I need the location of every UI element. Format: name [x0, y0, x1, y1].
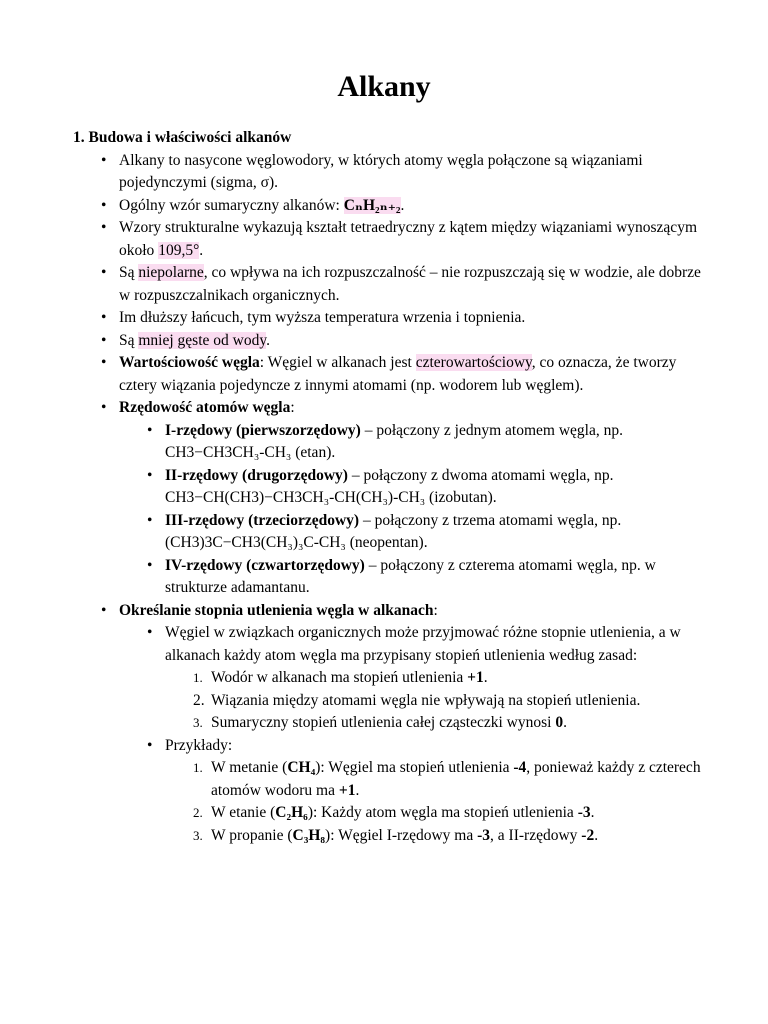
item-text: Są: [119, 264, 139, 281]
list-item: [165, 465, 713, 510]
item-text: .: [400, 196, 405, 214]
item-text: , co wpływa na ich rozpuszczalność – nie rozpuszczają się w wodzie, ale dobrze w rozpuszczalnikach organicznych.: [119, 264, 701, 304]
item-bold: Wartościowość węgla: [119, 354, 260, 371]
item-bold: IV-rzędowy (czwartorzędowy): [165, 556, 365, 574]
list-item: [193, 825, 713, 848]
list-number: 3.: [193, 827, 203, 843]
list-item: [119, 352, 713, 397]
list-item: [119, 195, 713, 218]
item-text: Wzory strukturalne wykazują kształt tetraedryczny z kątem między wiązaniami wynoszącym około: [119, 219, 697, 259]
carbon-order-list: [119, 420, 713, 600]
oxidation-list: [119, 622, 713, 847]
properties-list: [73, 150, 713, 848]
item-text: .: [355, 781, 360, 799]
nonpolar-highlight: niepolarne: [138, 264, 204, 281]
item-text: .: [594, 826, 599, 844]
section-budowa: [73, 127, 713, 847]
item-text: .: [266, 331, 270, 349]
list-number: 2.: [193, 691, 205, 709]
list-number: 1.: [193, 760, 203, 775]
list-item: [165, 622, 713, 735]
item-text: Ogólny wzór sumaryczny alkanów:: [119, 196, 344, 214]
item-text: Wodór w alkanach ma stopień utlenienia: [211, 669, 468, 686]
item-text: Są: [119, 331, 139, 349]
item-bold: -2: [581, 826, 595, 844]
item-bold: -3: [577, 804, 591, 821]
list-item: [193, 690, 713, 713]
list-number: 3.: [193, 715, 203, 730]
list-item: [119, 262, 713, 307]
item-text: .: [563, 714, 567, 731]
item-text: W metanie (: [211, 759, 288, 776]
list-item: [119, 217, 713, 262]
item-text: .: [483, 669, 488, 686]
item-text: , co oznacza, że tworzy cztery wiązania pojedyncze z innymi atomami (np. wodorem lub węglem).: [119, 354, 677, 394]
item-text: Im dłuższy łańcuch, tym wyższa temperatura wrzenia i topnienia.: [119, 309, 526, 326]
item-bold: -3: [477, 826, 491, 844]
item-bold: +1: [338, 781, 356, 799]
page-title: Alkany: [337, 70, 431, 103]
examples-list: [165, 757, 713, 847]
list-item: [119, 150, 713, 195]
formula: C₃H₈: [292, 826, 326, 844]
item-text: W etanie (: [211, 804, 276, 821]
list-number: 1.: [193, 670, 203, 685]
item-text: Węgiel w związkach organicznych może przyjmować różne stopnie utlenienia, a w alkanach każdy atom węgla ma przypisany stopień utlenienia według zasad:: [165, 624, 681, 664]
item-text: – połączony z czterema atomami węgla, np. w strukturze adamantanu.: [165, 556, 656, 596]
item-bold: III-rzędowy (trzeciorzędowy): [165, 511, 360, 529]
formula: CH₄: [287, 759, 316, 776]
item-text: , ponieważ każdy z czterech atomów wodoru ma: [211, 759, 701, 799]
list-item: [165, 735, 713, 848]
item-text: :: [433, 601, 438, 619]
item-text: – połączony z trzema atomami węgla, np. (CH3)3C−CH3(CH₃)₃C-CH₃ (neopentan).: [165, 511, 622, 551]
item-text: Sumaryczny stopień utlenienia całej cząsteczki wynosi: [211, 714, 556, 731]
item-text: Wiązania między atomami węgla nie wpływają na stopień utlenienia.: [211, 691, 641, 709]
list-item: [193, 667, 713, 690]
item-text: Alkany to nasycone węglowodory, w których atomy węgla połączone są wiązaniami pojedynczymi (sigma, σ).: [119, 151, 643, 191]
item-text: , a II-rzędowy: [490, 826, 582, 844]
list-item: [193, 712, 713, 735]
item-bold: 0: [555, 714, 564, 731]
list-item: [193, 802, 713, 825]
rules-list: [165, 667, 713, 735]
item-text: .: [199, 241, 204, 259]
item-bold: +1: [467, 669, 484, 686]
item-bold: Określanie stopnia utlenienia węgla w alkanach: [119, 601, 434, 619]
item-text: Przykłady:: [165, 736, 233, 754]
item-bold: I-rzędowy (pierwszorzędowy): [165, 421, 361, 439]
item-text: ): Węgiel I-rzędowy ma: [325, 826, 478, 844]
item-bold: II-rzędowy (drugorzędowy): [165, 466, 348, 484]
item-text: :: [290, 399, 295, 416]
density-highlight: mniej gęste od wody: [138, 331, 267, 349]
list-number: 2.: [193, 805, 203, 820]
item-text: W propanie (: [211, 826, 293, 844]
list-item: [165, 420, 713, 465]
item-text: .: [590, 804, 595, 821]
item-text: ): Każdy atom węgla ma stopień utlenienia: [307, 804, 578, 821]
list-item: [119, 307, 713, 330]
item-text: : Węgiel w alkanach jest: [259, 354, 416, 371]
valence-highlight: czterowartościowy: [415, 354, 532, 371]
section-heading: 1. Budowa i właściwości alkanów: [73, 129, 292, 146]
list-item: [119, 600, 713, 848]
list-item: [165, 555, 713, 600]
list-item: [165, 510, 713, 555]
item-bold: -4: [513, 759, 527, 776]
item-bold: Rzędowość atomów węgla: [119, 399, 291, 416]
item-text: ): Węgiel ma stopień utlenienia: [315, 759, 514, 776]
list-item: [193, 757, 713, 802]
list-item: [119, 330, 713, 353]
angle-highlight: 109,5°: [158, 241, 200, 259]
general-formula: CₙH₂ₙ₊₂: [343, 196, 401, 214]
formula: C₂H₆: [275, 804, 308, 821]
list-item: [119, 397, 713, 600]
item-text: – połączony z jednym atomem węgla, np. CH3−CH3CH₃-CH₃ (etan).: [165, 421, 623, 461]
item-text: – połączony z dwoma atomami węgla, np. CH3−CH(CH3)−CH3CH₃-CH(CH₃)-CH₃ (izobutan).: [165, 466, 614, 506]
